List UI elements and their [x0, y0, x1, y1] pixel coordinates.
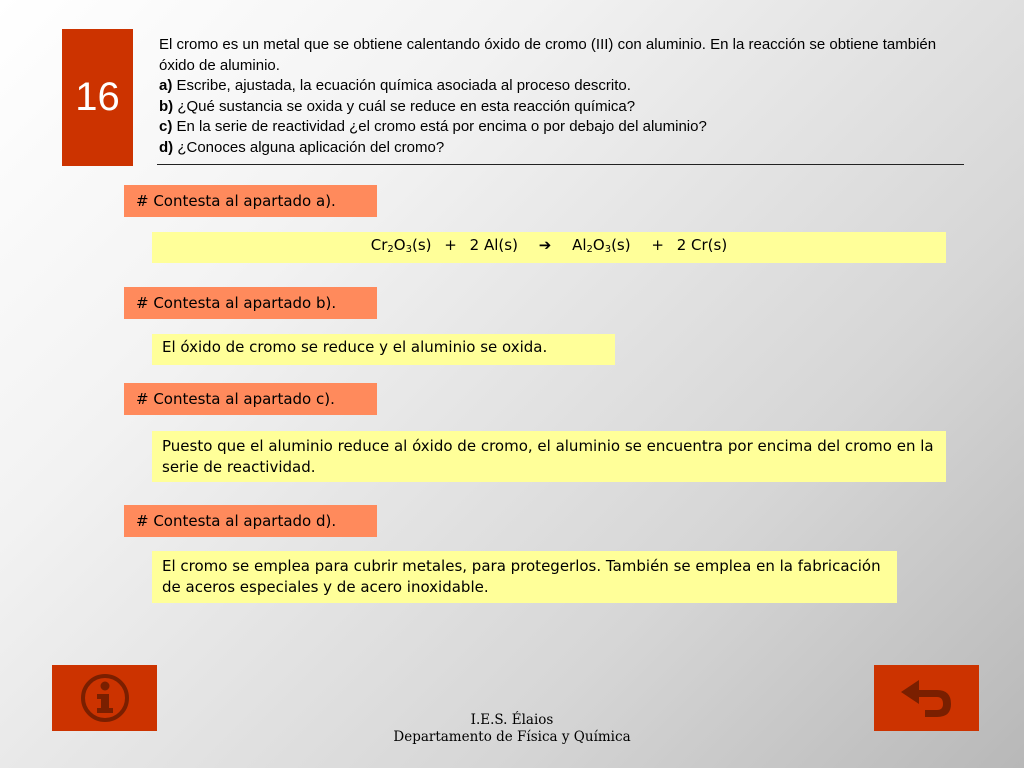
question-part-a: a) Escribe, ajustada, la ecuación química asociada al proceso descrito. — [159, 77, 631, 94]
label-part-a: # Contesta al apartado a). — [124, 185, 377, 217]
question-part-d: d) ¿Conoces alguna aplicación del cromo? — [159, 138, 445, 156]
answer-part-b: El óxido de cromo se reduce y el aluminio se oxida. — [152, 334, 615, 365]
label-part-c: # Contesta al apartado c). — [124, 383, 377, 415]
return-button[interactable] — [874, 665, 979, 731]
footer-department: Departamento de Física y Química — [393, 729, 631, 745]
reaction-arrow-icon: ➔ — [538, 236, 552, 254]
info-icon — [80, 673, 130, 723]
answer-part-a-equation — [152, 232, 946, 263]
question-text — [159, 35, 949, 158]
question-part-c: c) En la serie de reactividad ¿el cromo está por encima o por debajo del aluminio? — [159, 118, 707, 135]
reactant-cr2o3: $Cr_2O_3(s)$ — [370, 236, 432, 255]
label-part-b: # Contesta al apartado b). — [124, 287, 377, 319]
divider-line — [157, 164, 964, 165]
plus-sign-2: + — [651, 236, 664, 254]
question-intro: El cromo es un metal que se obtiene calentando óxido de cromo (III) con aluminio. En la reacción se obtiene también óxido de aluminio. — [159, 36, 937, 74]
label-part-d: # Contesta al apartado d). — [124, 505, 377, 537]
slide-number-box — [62, 29, 133, 166]
slide-number: 16 — [75, 75, 120, 119]
product-al2o3: $Al_2O_3(s)$ — [572, 236, 631, 255]
footer — [362, 712, 662, 746]
reactant-al: 2 Al(s) — [469, 236, 518, 254]
product-cr: 2 Cr(s) — [676, 236, 728, 254]
footer-school: I.E.S. Élaios — [470, 712, 554, 728]
answer-part-c: Puesto que el aluminio reduce al óxido de cromo, el aluminio se encuentra por encima del cromo en la serie de reactividad. — [152, 431, 946, 482]
info-button[interactable] — [52, 665, 157, 731]
answer-part-d: El cromo se emplea para cubrir metales, para protegerlos. También se emplea en la fabricación de aceros especiales y de acero inoxidable. — [152, 551, 897, 603]
plus-sign: + — [444, 236, 457, 254]
question-part-b: b) ¿Qué sustancia se oxida y cuál se reduce en esta reacción química? — [159, 97, 636, 115]
return-arrow-icon — [897, 676, 957, 720]
